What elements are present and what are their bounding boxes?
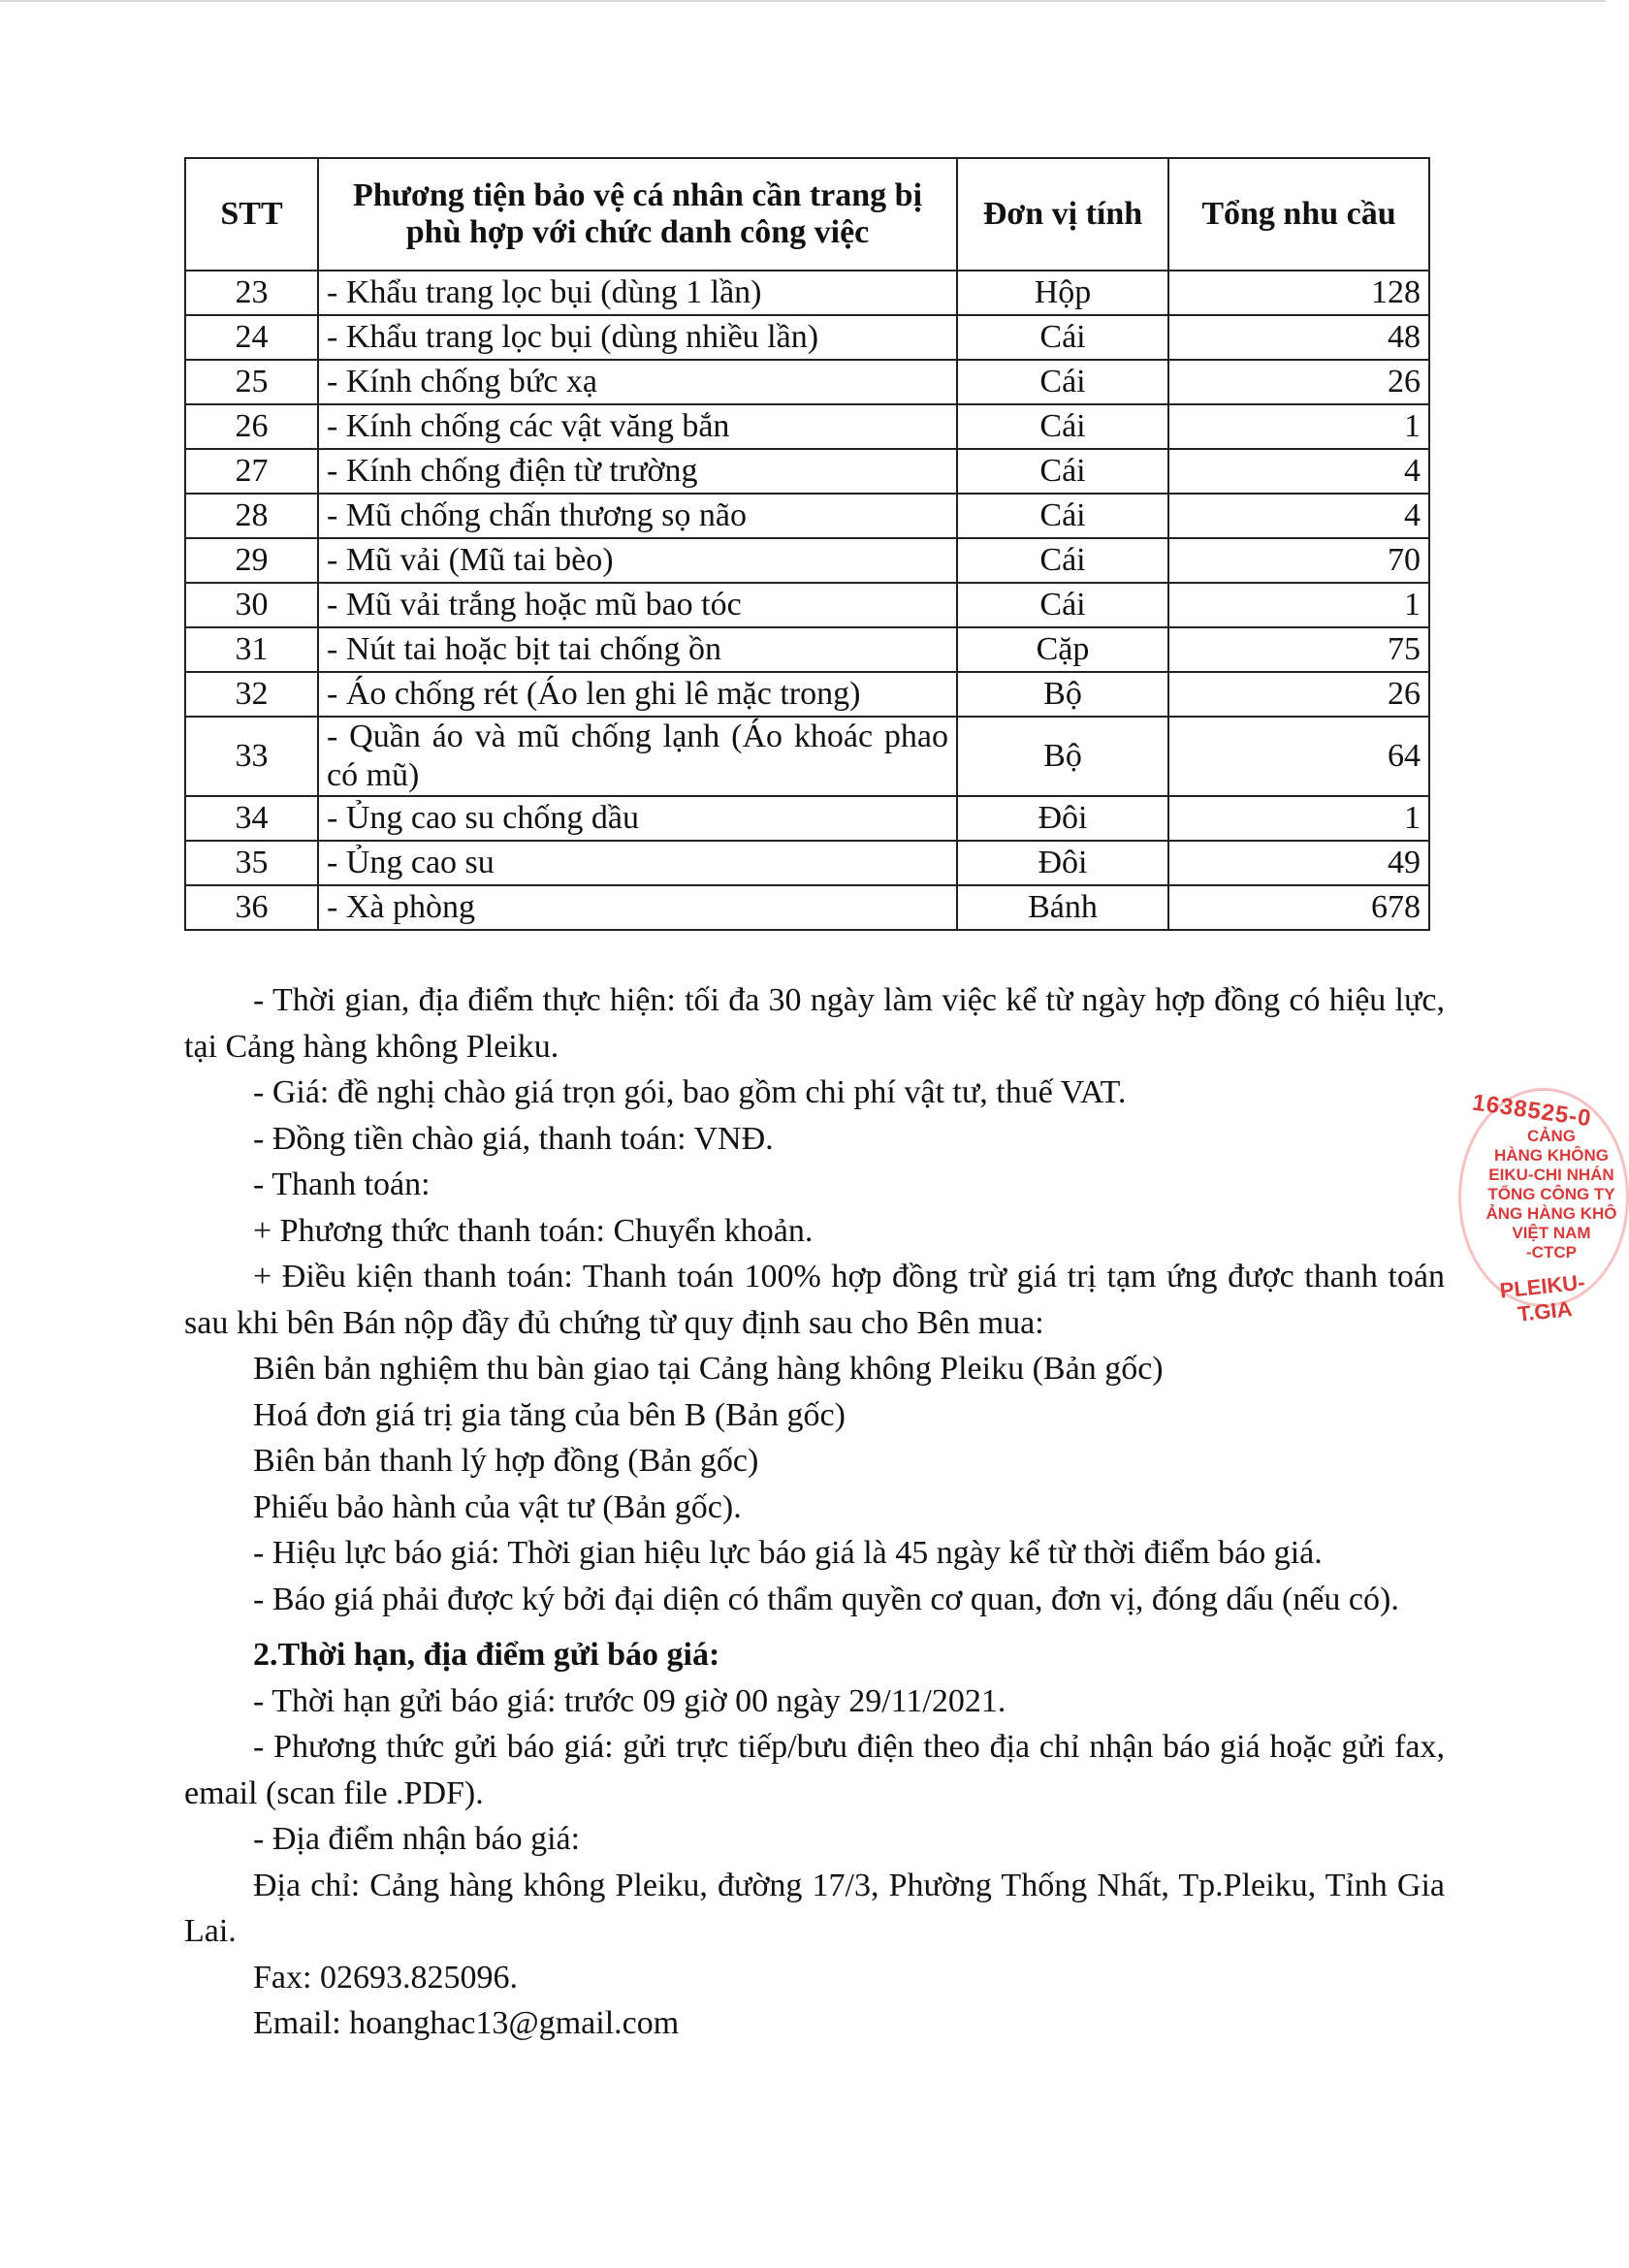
seal-line: CẢNG — [1526, 1127, 1577, 1145]
header-total: Tổng nhu cầu — [1168, 158, 1429, 271]
paragraph-email: Email: hoanghac13@gmail.com — [253, 2005, 680, 2041]
cell-qty: 26 — [1168, 360, 1429, 404]
cell-name: - Xà phòng — [318, 885, 957, 930]
cell-unit: Cái — [957, 404, 1168, 449]
cell-qty: 70 — [1168, 538, 1429, 583]
cell-unit: Đôi — [957, 841, 1168, 885]
cell-name: - Kính chống bức xạ — [318, 360, 957, 404]
company-seal — [1445, 1084, 1617, 1326]
table-row — [185, 672, 1429, 717]
cell-name: - Ủng cao su chống dầu — [318, 796, 957, 841]
cell-unit: Bánh — [957, 885, 1168, 930]
table-row — [185, 627, 1429, 672]
paragraph-doc-liquidation: Biên bản thanh lý hợp đồng (Bản gốc) — [253, 1443, 759, 1479]
cell-unit: Bộ — [957, 672, 1168, 717]
cell-name: - Kính chống các vật văng bắn — [318, 404, 957, 449]
cell-name: - Mũ vải (Mũ tai bèo) — [318, 538, 957, 583]
ppe-table — [184, 157, 1430, 931]
header-item: Phương tiện bảo vệ cá nhân cần trang bị phù hợp với chức danh công việc — [318, 158, 957, 271]
seal-line: VIỆT NAM — [1512, 1224, 1591, 1242]
cell-name: - Kính chống điện từ trường — [318, 449, 957, 494]
table-row — [185, 449, 1429, 494]
seal-line: ẢNG HÀNG KHÔ — [1485, 1204, 1617, 1223]
seal-line: HÀNG KHÔNG — [1493, 1146, 1610, 1165]
cell-stt: 27 — [185, 449, 318, 494]
paragraph-payment: - Thanh toán: — [253, 1166, 431, 1202]
table-row — [185, 583, 1429, 627]
cell-name: - Quần áo và mũ chống lạnh (Áo khoác phao có mũ) — [318, 717, 957, 796]
seal-line: EIKU-CHI NHÁN — [1488, 1166, 1614, 1184]
cell-unit: Cái — [957, 494, 1168, 538]
cell-stt: 28 — [185, 494, 318, 538]
seal-code: 1638525-0 — [1470, 1089, 1594, 1133]
paragraph-price: - Giá: đề nghị chào giá trọn gói, bao gồm chi phí vật tư, thuế VAT. — [253, 1074, 1127, 1110]
paragraph-doc-acceptance: Biên bản nghiệm thu bàn giao tại Cảng hàng không Pleiku (Bản gốc) — [253, 1351, 1164, 1387]
seal-line: TỔNG CÔNG TY — [1487, 1185, 1615, 1203]
cell-unit: Cái — [957, 583, 1168, 627]
table-row — [185, 494, 1429, 538]
paragraph-address: Địa chỉ: Cảng hàng không Pleiku, đường 17/3, Phường Thống Nhất, Tp.Pleiku, Tỉnh Gia Lai. — [184, 1867, 1445, 1949]
cell-unit: Hộp — [957, 271, 1168, 315]
table-row — [185, 538, 1429, 583]
cell-stt: 32 — [185, 672, 318, 717]
page-top-edge — [0, 0, 1606, 2]
paragraph-deadline: - Thời hạn gửi báo giá: trước 09 giờ 00 ngày 29/11/2021. — [253, 1682, 1006, 1719]
cell-stt: 25 — [185, 360, 318, 404]
table-row — [185, 315, 1429, 360]
cell-stt: 30 — [185, 583, 318, 627]
cell-unit: Cái — [957, 315, 1168, 360]
cell-unit: Cặp — [957, 627, 1168, 672]
paragraph-quote-signature: - Báo giá phải được ký bởi đại diện có thẩm quyền cơ quan, đơn vị, đóng dấu (nếu có). — [253, 1581, 1399, 1617]
table-header-row — [185, 158, 1429, 271]
cell-qty: 4 — [1168, 494, 1429, 538]
cell-qty: 1 — [1168, 796, 1429, 841]
paragraph-payment-method: + Phương thức thanh toán: Chuyển khoản. — [253, 1212, 814, 1249]
cell-stt: 23 — [185, 271, 318, 315]
paragraph-payment-conditions: + Điều kiện thanh toán: Thanh toán 100% hợp đồng trừ giá trị tạm ứng được thanh toán sau khi bên Bán nộp đầy đủ chứng từ quy định sau cho Bên mua: — [184, 1259, 1445, 1341]
table-row — [185, 841, 1429, 885]
table-row — [185, 796, 1429, 841]
cell-name: - Nút tai hoặc bịt tai chống ồn — [318, 627, 957, 672]
cell-stt: 36 — [185, 885, 318, 930]
cell-qty: 49 — [1168, 841, 1429, 885]
cell-stt: 29 — [185, 538, 318, 583]
header-unit: Đơn vị tính — [957, 158, 1168, 271]
header-stt: STT — [185, 158, 318, 271]
cell-qty: 128 — [1168, 271, 1429, 315]
paragraph-fax: Fax: 02693.825096. — [253, 1959, 518, 1996]
table-body — [185, 271, 1429, 930]
cell-name: - Khẩu trang lọc bụi (dùng 1 lần) — [318, 271, 957, 315]
paragraph-quote-validity: - Hiệu lực báo giá: Thời gian hiệu lực báo giá là 45 ngày kể từ thời điểm báo giá. — [253, 1535, 1323, 1571]
cell-name: - Mũ vải trắng hoặc mũ bao tóc — [318, 583, 957, 627]
cell-name: - Ủng cao su — [318, 841, 957, 885]
table-row — [185, 271, 1429, 315]
cell-unit: Đôi — [957, 796, 1168, 841]
paragraph-send-method: - Phương thức gửi báo giá: gửi trực tiếp/bưu điện theo địa chỉ nhận báo giá hoặc gửi fax, email (scan file .PDF). — [184, 1729, 1445, 1811]
cell-unit: Cái — [957, 449, 1168, 494]
cell-qty: 64 — [1168, 717, 1429, 796]
table-row — [185, 717, 1429, 796]
cell-stt: 24 — [185, 315, 318, 360]
cell-qty: 26 — [1168, 672, 1429, 717]
paragraph-doc-warranty: Phiếu bảo hành của vật tư (Bản gốc). — [253, 1488, 742, 1525]
table-row — [185, 885, 1429, 930]
document-body — [184, 977, 1445, 2047]
cell-stt: 35 — [185, 841, 318, 885]
cell-unit: Cái — [957, 360, 1168, 404]
table-row — [185, 404, 1429, 449]
paragraph-currency: - Đồng tiền chào giá, thanh toán: VNĐ. — [253, 1120, 774, 1157]
cell-qty: 4 — [1168, 449, 1429, 494]
cell-stt: 31 — [185, 627, 318, 672]
paragraph-time-location: - Thời gian, địa điểm thực hiện: tối đa 30 ngày làm việc kể từ ngày hợp đồng có hiệu lực, tại Cảng hàng không Pleiku. — [184, 982, 1445, 1065]
cell-qty: 1 — [1168, 404, 1429, 449]
cell-stt: 26 — [185, 404, 318, 449]
cell-qty: 48 — [1168, 315, 1429, 360]
cell-stt: 34 — [185, 796, 318, 841]
cell-name: - Áo chống rét (Áo len ghi lê mặc trong) — [318, 672, 957, 717]
table-row — [185, 360, 1429, 404]
cell-name: - Khẩu trang lọc bụi (dùng nhiều lần) — [318, 315, 957, 360]
cell-name: - Mũ chống chấn thương sọ não — [318, 494, 957, 538]
paragraph-receive-location: - Địa điểm nhận báo giá: — [253, 1821, 581, 1857]
cell-unit: Bộ — [957, 717, 1168, 796]
cell-stt: 33 — [185, 717, 318, 796]
seal-bottom-text: PLEIKU-T.GIA — [1498, 1269, 1586, 1326]
section-heading-2: 2.Thời hạn, địa điểm gửi báo giá: — [253, 1637, 720, 1673]
paragraph-doc-invoice: Hoá đơn giá trị gia tăng của bên B (Bản gốc) — [253, 1396, 846, 1433]
seal-line: -CTCP — [1526, 1243, 1577, 1262]
cell-qty: 1 — [1168, 583, 1429, 627]
cell-qty: 678 — [1168, 885, 1429, 930]
cell-unit: Cái — [957, 538, 1168, 583]
cell-qty: 75 — [1168, 627, 1429, 672]
